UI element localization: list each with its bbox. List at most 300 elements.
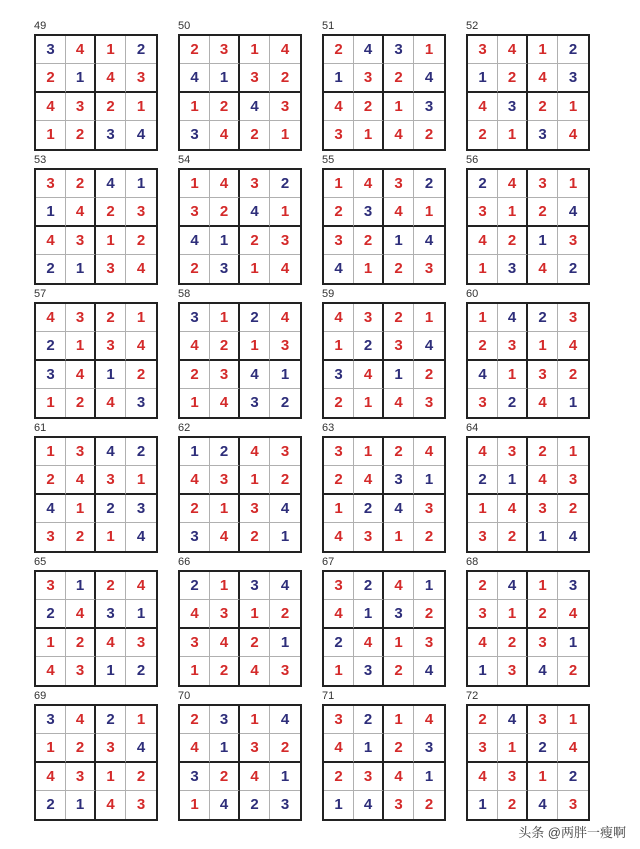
sudoku-cell: 3: [528, 706, 558, 734]
sudoku-cell: 4: [126, 572, 156, 600]
sudoku-cell: 1: [468, 304, 498, 332]
sudoku-cell: 4: [96, 791, 126, 819]
sudoku-cell: 4: [96, 170, 126, 198]
sudoku-cell: 2: [384, 64, 414, 92]
sudoku-cell: 1: [414, 304, 444, 332]
sudoku-cell: 1: [126, 304, 156, 332]
sudoku-cell: 4: [568, 528, 578, 546]
puzzle-number: 55: [322, 154, 335, 166]
sudoku-cell: 4: [354, 466, 384, 494]
sudoku-cell: 1: [240, 36, 270, 64]
sudoku-cell: 4: [36, 763, 66, 791]
sudoku-cell: 3: [240, 572, 270, 600]
sudoku-cell: 2: [414, 600, 444, 628]
sudoku-cell: 1: [468, 791, 498, 819]
puzzle-number: 70: [178, 690, 191, 702]
sudoku-cell: 4: [240, 657, 270, 685]
sudoku-cell: 2: [180, 572, 210, 600]
sudoku-grid: [466, 704, 590, 821]
sudoku-grid: [322, 168, 446, 285]
sudoku-cell: 2: [66, 523, 96, 551]
sudoku-cell: 1: [498, 466, 528, 494]
sudoku-cell: 4: [66, 466, 96, 494]
sudoku-cell: 3: [210, 36, 240, 64]
sudoku-cell: 4: [36, 304, 66, 332]
sudoku-cell: 2: [240, 304, 270, 332]
sudoku-cell: 1: [180, 657, 210, 685]
watermark-text: 头条 @两胖一瘦啊: [518, 822, 626, 841]
sudoku-cell: 2: [384, 438, 414, 466]
sudoku-cell: 1: [384, 361, 414, 389]
sudoku-cell: 3: [324, 361, 354, 389]
sudoku-cell: 3: [36, 523, 66, 551]
sudoku-cell: 2: [66, 170, 96, 198]
sudoku-cell: 3: [384, 36, 414, 64]
puzzle-number: 67: [322, 556, 335, 568]
sudoku-cell: 2: [528, 198, 558, 226]
sudoku-cell: 2: [96, 706, 126, 734]
sudoku-cell: 3: [468, 523, 498, 551]
sudoku-cell: 1: [210, 227, 240, 255]
sudoku-cell: 1: [414, 36, 444, 64]
sudoku-cell: 4: [240, 763, 270, 791]
sudoku-cell: 4: [528, 657, 558, 685]
sudoku-cell: 1: [354, 121, 384, 149]
sudoku-cell: 4: [498, 170, 528, 198]
sudoku-cell: 4: [558, 332, 588, 360]
sudoku-cell: 2: [126, 763, 156, 791]
sudoku-cell: 3: [36, 36, 66, 64]
puzzle-number: 51: [322, 20, 335, 32]
sudoku-grid: [34, 704, 158, 821]
sudoku-cell: 3: [180, 304, 210, 332]
sudoku-cell: 3: [240, 170, 270, 198]
sudoku-cell: 2: [498, 629, 528, 657]
puzzle-number: 63: [322, 422, 335, 434]
sudoku-cell: 3: [136, 394, 146, 412]
sudoku-cell: 2: [240, 523, 270, 551]
sudoku-cell: 2: [384, 657, 414, 685]
sudoku-cell: 1: [66, 332, 96, 360]
sudoku-cell: 2: [126, 36, 156, 64]
sudoku-cell: 1: [528, 763, 558, 791]
sudoku-cell: 1: [96, 657, 126, 685]
sudoku-cell: 4: [414, 64, 444, 92]
sudoku-cell: 4: [66, 198, 96, 226]
sudoku-cell: 4: [424, 662, 434, 680]
sudoku-cell: 4: [468, 629, 498, 657]
sudoku-cell: 2: [558, 361, 588, 389]
sudoku-cell: 3: [528, 629, 558, 657]
sudoku-cell: 1: [468, 255, 498, 283]
sudoku-cell: 4: [324, 600, 354, 628]
sudoku-cell: 3: [558, 64, 588, 92]
sudoku-cell: 4: [414, 706, 444, 734]
sudoku-cell: 2: [424, 528, 434, 546]
sudoku-cell: 3: [66, 227, 96, 255]
sudoku-cell: 1: [414, 466, 444, 494]
sudoku-cell: 3: [384, 791, 414, 819]
sudoku-cell: 2: [136, 662, 146, 680]
sudoku-cell: 4: [126, 734, 156, 762]
sudoku-cell: 4: [324, 304, 354, 332]
sudoku-cell: 4: [528, 64, 558, 92]
sudoku-cell: 1: [324, 64, 354, 92]
sudoku-cell: 4: [66, 361, 96, 389]
sudoku-cell: 4: [468, 227, 498, 255]
sudoku-cell: 4: [240, 198, 270, 226]
sudoku-cell: 1: [354, 389, 384, 417]
sudoku-cell: 1: [568, 394, 578, 412]
sudoku-cell: 3: [354, 657, 384, 685]
sudoku-cell: 3: [210, 466, 240, 494]
sudoku-cell: 3: [36, 361, 66, 389]
sudoku-cell: 4: [558, 734, 588, 762]
sudoku-cell: 1: [324, 791, 354, 819]
sudoku-cell: 3: [126, 629, 156, 657]
sudoku-cell: 2: [66, 389, 96, 417]
sudoku-cell: 1: [498, 121, 528, 149]
sudoku-cell: 3: [498, 657, 528, 685]
sudoku-cell: 2: [210, 93, 240, 121]
sudoku-cell: 4: [136, 260, 146, 278]
sudoku-cell: 1: [354, 255, 384, 283]
sudoku-cell: 3: [324, 572, 354, 600]
sudoku-cell: 3: [354, 523, 384, 551]
sudoku-cell: 2: [558, 36, 588, 64]
sudoku-cell: 4: [558, 600, 588, 628]
sudoku-cell: 4: [324, 255, 354, 283]
sudoku-cell: 1: [270, 361, 300, 389]
sudoku-cell: 2: [240, 629, 270, 657]
sudoku-cell: 4: [354, 36, 384, 64]
puzzle-number: 68: [466, 556, 479, 568]
sudoku-cell: 2: [180, 706, 210, 734]
sudoku-cell: 3: [66, 304, 96, 332]
sudoku-cell: 2: [126, 438, 156, 466]
sudoku-cell: 3: [414, 629, 444, 657]
sudoku-cell: 1: [528, 572, 558, 600]
sudoku-cell: 4: [180, 600, 210, 628]
sudoku-cell: 4: [180, 734, 210, 762]
sudoku-cell: 3: [354, 198, 384, 226]
sudoku-cell: 1: [558, 170, 588, 198]
sudoku-cell: 3: [424, 394, 434, 412]
sudoku-cell: 2: [280, 394, 290, 412]
sudoku-grid: [322, 704, 446, 821]
sudoku-cell: 4: [270, 572, 300, 600]
sudoku-cell: 4: [324, 523, 354, 551]
sudoku-cell: 3: [36, 706, 66, 734]
sudoku-cell: 2: [324, 466, 354, 494]
sudoku-cell: 4: [180, 64, 210, 92]
sudoku-cell: 1: [36, 629, 66, 657]
sudoku-cell: 1: [66, 495, 96, 523]
sudoku-cell: 3: [558, 304, 588, 332]
sudoku-cell: 3: [126, 495, 156, 523]
sudoku-cell: 1: [468, 495, 498, 523]
sudoku-cell: 1: [126, 706, 156, 734]
sudoku-cell: 3: [96, 255, 126, 283]
sudoku-cell: 3: [240, 495, 270, 523]
sudoku-cell: 1: [528, 332, 558, 360]
sudoku-grid: [322, 436, 446, 553]
sudoku-cell: 3: [414, 734, 444, 762]
sudoku-cell: 4: [498, 495, 528, 523]
sudoku-cell: 2: [240, 121, 270, 149]
sudoku-cell: 1: [126, 466, 156, 494]
sudoku-cell: 3: [468, 36, 498, 64]
sudoku-cell: 3: [36, 170, 66, 198]
sudoku-cell: 4: [468, 93, 498, 121]
sudoku-cell: 4: [528, 791, 558, 819]
sudoku-cell: 2: [528, 93, 558, 121]
sudoku-cell: 1: [324, 495, 354, 523]
sudoku-cell: 4: [180, 466, 210, 494]
sudoku-cell: 4: [468, 763, 498, 791]
sudoku-cell: 1: [558, 438, 588, 466]
sudoku-cell: 1: [528, 36, 558, 64]
sudoku-cell: 1: [498, 361, 528, 389]
sudoku-cell: 1: [270, 763, 300, 791]
sudoku-cell: 4: [180, 227, 210, 255]
sudoku-cell: 3: [96, 121, 126, 149]
sudoku-cell: 1: [210, 495, 240, 523]
sudoku-cell: 3: [280, 662, 290, 680]
sudoku-cell: 4: [324, 734, 354, 762]
sudoku-cell: 3: [324, 121, 354, 149]
sudoku-cell: 1: [558, 629, 588, 657]
sudoku-cell: 3: [468, 600, 498, 628]
sudoku-cell: 2: [468, 466, 498, 494]
sudoku-cell: 1: [126, 600, 156, 628]
sudoku-cell: 2: [96, 572, 126, 600]
sudoku-cell: 4: [136, 126, 146, 144]
sudoku-cell: 1: [324, 170, 354, 198]
sudoku-cell: 2: [324, 629, 354, 657]
sudoku-cell: 4: [414, 332, 444, 360]
puzzle-number: 54: [178, 154, 191, 166]
sudoku-cell: 4: [384, 389, 414, 417]
sudoku-cell: 1: [270, 198, 300, 226]
sudoku-grid: [466, 302, 590, 419]
sudoku-cell: 3: [96, 466, 126, 494]
sudoku-cell: 1: [240, 466, 270, 494]
sudoku-cell: 4: [36, 495, 66, 523]
sudoku-cell: 3: [180, 763, 210, 791]
sudoku-grid: [466, 436, 590, 553]
sudoku-cell: 2: [498, 791, 528, 819]
sudoku-cell: 4: [240, 93, 270, 121]
sudoku-cell: 2: [528, 600, 558, 628]
puzzle-number: 58: [178, 288, 191, 300]
sudoku-cell: 3: [96, 734, 126, 762]
sudoku-cell: 3: [558, 227, 588, 255]
sudoku-cell: 3: [126, 198, 156, 226]
sudoku-cell: 2: [36, 466, 66, 494]
sudoku-cell: 2: [498, 64, 528, 92]
sudoku-cell: 2: [468, 572, 498, 600]
sudoku-cell: 1: [36, 121, 66, 149]
sudoku-cell: 1: [468, 657, 498, 685]
sudoku-cell: 1: [280, 528, 290, 546]
sudoku-cell: 2: [468, 706, 498, 734]
sudoku-cell: 1: [498, 198, 528, 226]
sudoku-cell: 2: [126, 361, 156, 389]
sudoku-cell: 2: [354, 495, 384, 523]
sudoku-cell: 1: [210, 572, 240, 600]
sudoku-cell: 1: [354, 438, 384, 466]
sudoku-cell: 3: [498, 255, 528, 283]
sudoku-cell: 2: [414, 361, 444, 389]
sudoku-cell: 3: [210, 706, 240, 734]
puzzle-number: 49: [34, 20, 47, 32]
sudoku-cell: 2: [180, 36, 210, 64]
sudoku-cell: 3: [324, 438, 354, 466]
sudoku-cell: 2: [210, 438, 240, 466]
sudoku-cell: 2: [384, 304, 414, 332]
sudoku-cell: 3: [66, 93, 96, 121]
sudoku-cell: 2: [36, 255, 66, 283]
sudoku-cell: 3: [384, 332, 414, 360]
sudoku-cell: 4: [528, 466, 558, 494]
sudoku-grid: [466, 168, 590, 285]
sudoku-cell: 2: [210, 198, 240, 226]
sudoku-cell: 4: [36, 93, 66, 121]
sudoku-cell: 2: [384, 255, 414, 283]
sudoku-cell: 4: [66, 36, 96, 64]
sudoku-grid: [178, 302, 302, 419]
sudoku-cell: 2: [36, 332, 66, 360]
sudoku-cell: 4: [324, 93, 354, 121]
sudoku-cell: 1: [66, 791, 96, 819]
sudoku-cell: 3: [210, 255, 240, 283]
sudoku-cell: 2: [498, 227, 528, 255]
sudoku-cell: 3: [324, 706, 354, 734]
sudoku-cell: 4: [126, 332, 156, 360]
sudoku-cell: 4: [210, 121, 240, 149]
sudoku-cell: 2: [324, 763, 354, 791]
sudoku-cell: 1: [280, 126, 290, 144]
sudoku-cell: 4: [66, 600, 96, 628]
sudoku-cell: 4: [96, 629, 126, 657]
sudoku-cell: 3: [498, 332, 528, 360]
sudoku-grid: [34, 302, 158, 419]
puzzle-number: 62: [178, 422, 191, 434]
sudoku-cell: 4: [270, 706, 300, 734]
sudoku-cell: 1: [528, 523, 558, 551]
sudoku-cell: 3: [384, 170, 414, 198]
sudoku-cell: 2: [468, 121, 498, 149]
sudoku-cell: 4: [136, 528, 146, 546]
sudoku-cell: 1: [36, 438, 66, 466]
sudoku-cell: 3: [414, 93, 444, 121]
sudoku-cell: 1: [354, 600, 384, 628]
sudoku-cell: 4: [384, 495, 414, 523]
sudoku-cell: 1: [414, 198, 444, 226]
sudoku-cell: 4: [558, 198, 588, 226]
sudoku-cell: 2: [96, 198, 126, 226]
puzzle-number: 53: [34, 154, 47, 166]
sudoku-cell: 1: [528, 227, 558, 255]
puzzle-number: 72: [466, 690, 479, 702]
sudoku-cell: 1: [498, 600, 528, 628]
sudoku-cell: 3: [270, 227, 300, 255]
sudoku-cell: 3: [414, 495, 444, 523]
sudoku-grid: [322, 302, 446, 419]
sudoku-cell: 4: [354, 629, 384, 657]
sudoku-cell: 2: [180, 361, 210, 389]
sudoku-cell: 4: [384, 763, 414, 791]
sudoku-cell: 4: [36, 227, 66, 255]
sudoku-grid: [466, 570, 590, 687]
sudoku-cell: 4: [414, 227, 444, 255]
sudoku-cell: 4: [240, 438, 270, 466]
sudoku-cell: 2: [126, 227, 156, 255]
sudoku-cell: 2: [36, 64, 66, 92]
sudoku-cell: 4: [498, 36, 528, 64]
sudoku-cell: 2: [36, 791, 66, 819]
sudoku-cell: 2: [96, 495, 126, 523]
sudoku-cell: 1: [558, 93, 588, 121]
sudoku-cell: 4: [210, 170, 240, 198]
sudoku-cell: 3: [210, 600, 240, 628]
sudoku-cell: 3: [498, 763, 528, 791]
sudoku-cell: 4: [568, 126, 578, 144]
puzzle-number: 52: [466, 20, 479, 32]
sudoku-cell: 2: [528, 438, 558, 466]
sudoku-cell: 1: [96, 36, 126, 64]
sudoku-cell: 4: [96, 438, 126, 466]
sudoku-cell: 4: [280, 260, 290, 278]
sudoku-cell: 2: [36, 600, 66, 628]
sudoku-cell: 1: [210, 734, 240, 762]
sudoku-cell: 3: [96, 332, 126, 360]
sudoku-grid: [178, 436, 302, 553]
sudoku-cell: 3: [528, 495, 558, 523]
sudoku-cell: 2: [180, 495, 210, 523]
sudoku-cell: 4: [354, 170, 384, 198]
sudoku-cell: 4: [468, 438, 498, 466]
sudoku-cell: 1: [210, 304, 240, 332]
puzzle-number: 61: [34, 422, 47, 434]
sudoku-cell: 2: [96, 304, 126, 332]
sudoku-cell: 4: [240, 361, 270, 389]
sudoku-cell: 4: [210, 389, 240, 417]
sudoku-cell: 3: [528, 121, 558, 149]
sudoku-cell: 4: [354, 361, 384, 389]
sudoku-cell: 3: [354, 763, 384, 791]
sudoku-cell: 3: [384, 466, 414, 494]
sudoku-cell: 3: [498, 438, 528, 466]
sudoku-cell: 3: [354, 304, 384, 332]
sudoku-cell: 2: [424, 126, 434, 144]
sudoku-grid: [178, 168, 302, 285]
sudoku-cell: 4: [36, 657, 66, 685]
puzzle-number: 60: [466, 288, 479, 300]
sudoku-cell: 2: [96, 93, 126, 121]
sudoku-cell: 4: [210, 629, 240, 657]
sudoku-cell: 1: [66, 64, 96, 92]
sudoku-cell: 1: [324, 332, 354, 360]
sudoku-cell: 1: [126, 170, 156, 198]
sudoku-cell: 1: [384, 93, 414, 121]
sudoku-cell: 1: [498, 734, 528, 762]
sudoku-cell: 3: [180, 121, 210, 149]
sudoku-cell: 2: [424, 796, 434, 814]
sudoku-cell: 4: [528, 389, 558, 417]
sudoku-cell: 2: [210, 332, 240, 360]
